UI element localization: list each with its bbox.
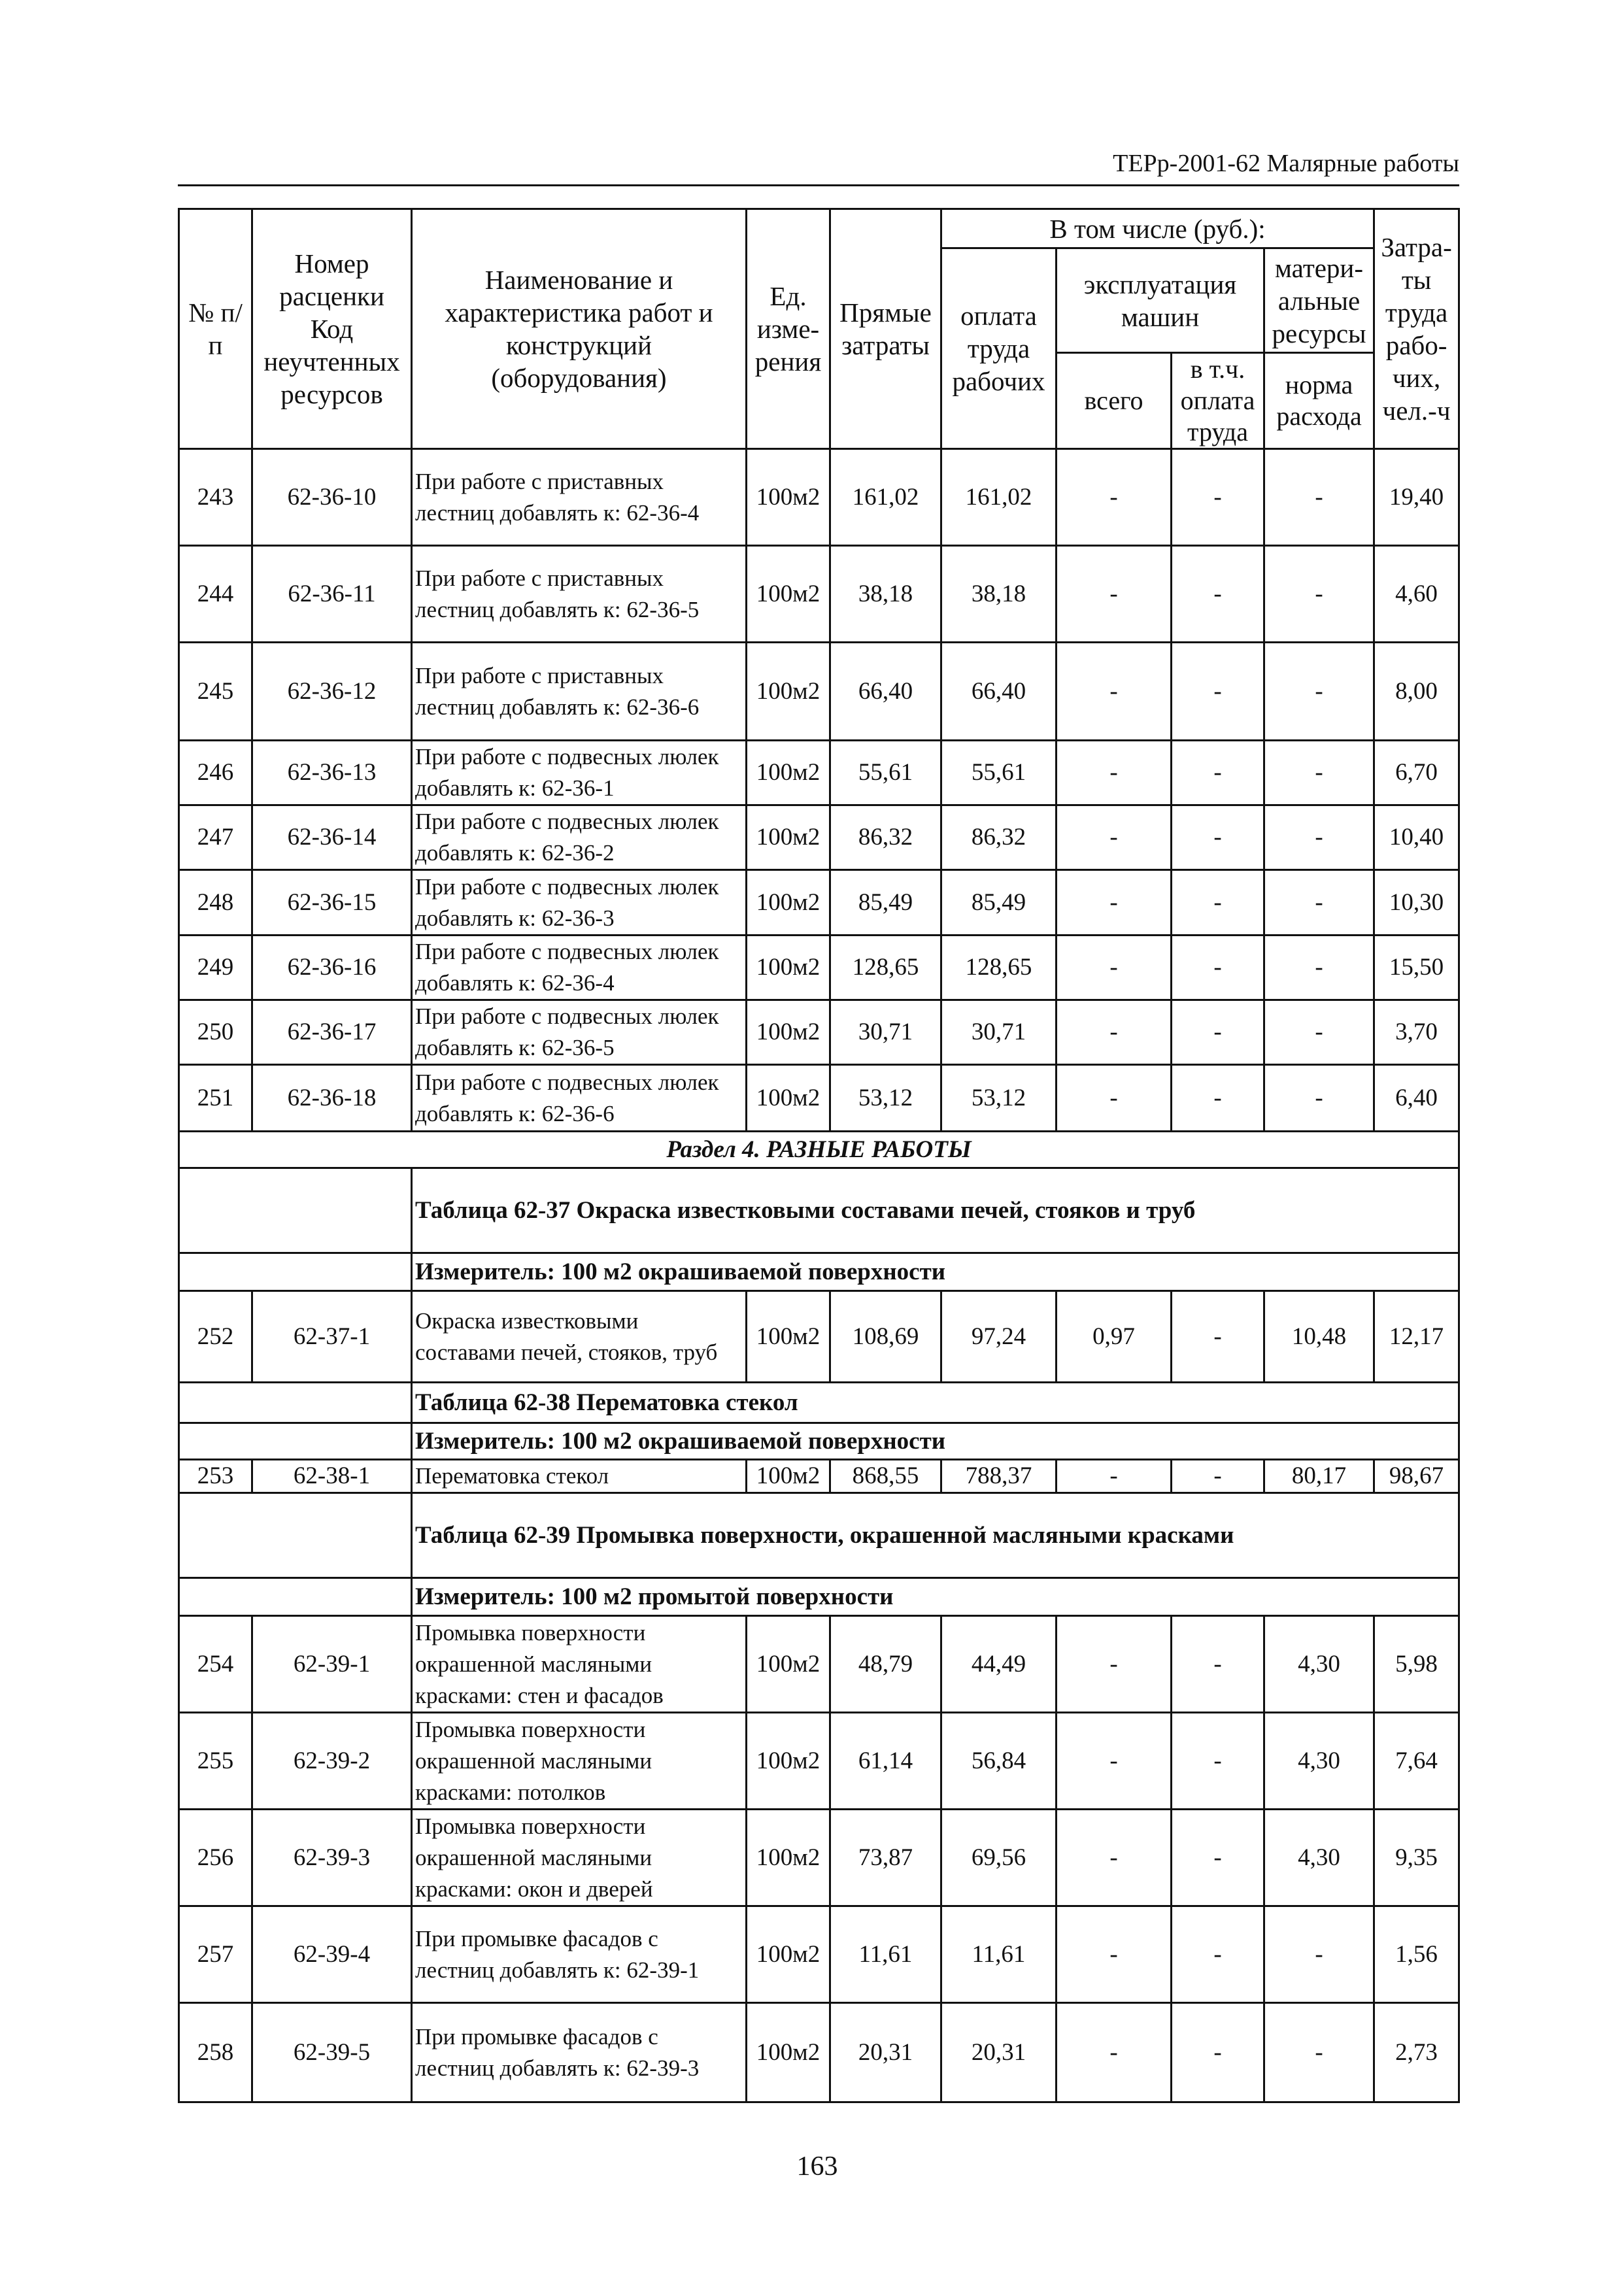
section-title: Раздел 4. РАЗНЫЕ РАБОТЫ [179, 1132, 1459, 1168]
direct-costs: 66,40 [830, 643, 941, 741]
machines-total: - [1057, 1906, 1172, 2003]
rate-code: 62-39-3 [252, 1810, 412, 1906]
labor-pay: 85,49 [941, 870, 1057, 936]
table-62-37-title-row [179, 1168, 1459, 1253]
labor-pay: 11,61 [941, 1906, 1057, 2003]
direct-costs: 53,12 [830, 1065, 941, 1132]
labor-cost: 19,40 [1374, 449, 1459, 546]
table-row [179, 741, 1459, 805]
direct-costs: 30,71 [830, 1000, 941, 1065]
row-number: 257 [179, 1906, 252, 2003]
work-name: При работе с подвесных люлек добавлять к: 62-36-6 [412, 1065, 747, 1132]
materials-norm: - [1264, 643, 1374, 741]
work-name: При работе с подвесных люлек добавлять к: 62-36-4 [412, 936, 747, 1000]
table-62-37-measure: Измеритель: 100 м2 окрашиваемой поверхности [412, 1253, 1459, 1291]
machines-total: - [1057, 643, 1172, 741]
direct-costs: 85,49 [830, 870, 941, 936]
header-rule [178, 184, 1459, 186]
blank-cell [179, 1493, 412, 1578]
row-number: 254 [179, 1616, 252, 1713]
direct-costs: 38,18 [830, 546, 941, 643]
work-name: При работе с приставных лестниц добавлять к: 62-36-6 [412, 643, 747, 741]
machines-total: - [1057, 1000, 1172, 1065]
machines-labor-pay: - [1172, 449, 1264, 546]
materials-norm: - [1264, 1065, 1374, 1132]
machines-labor-pay: - [1172, 1000, 1264, 1065]
row-number: 255 [179, 1713, 252, 1810]
blank-cell [179, 1578, 412, 1616]
machines-total: - [1057, 546, 1172, 643]
col-header-labor-cost: Затра-ты труда рабо-чих, чел.-ч [1374, 209, 1459, 449]
col-header-code: Номер расценки Код неучтенных ресурсов [252, 209, 412, 449]
row-number: 253 [179, 1460, 252, 1493]
unit: 100м2 [747, 870, 830, 936]
col-header-direct: Прямые затраты [830, 209, 941, 449]
table-62-39-measure-row [179, 1578, 1459, 1616]
rate-code: 62-36-14 [252, 805, 412, 870]
work-name: При промывке фасадов с лестниц добавлять к: 62-39-1 [412, 1906, 747, 2003]
table-62-37-measure-row [179, 1253, 1459, 1291]
col-header-incl: В том числе (руб.): [941, 209, 1374, 248]
labor-cost: 8,00 [1374, 643, 1459, 741]
labor-cost: 7,64 [1374, 1713, 1459, 1810]
machines-total: - [1057, 805, 1172, 870]
col-header-machines-total: всего [1057, 353, 1172, 449]
row-number: 252 [179, 1291, 252, 1383]
table-row [179, 805, 1459, 870]
unit: 100м2 [747, 449, 830, 546]
unit: 100м2 [747, 1616, 830, 1713]
row-number: 245 [179, 643, 252, 741]
machines-labor-pay: - [1172, 1810, 1264, 1906]
machines-labor-pay: - [1172, 1616, 1264, 1713]
unit: 100м2 [747, 1291, 830, 1383]
work-name: Промывка поверхности окрашенной масляными красками: окон и дверей [412, 1810, 747, 1906]
direct-costs: 161,02 [830, 449, 941, 546]
table-62-38-title-row [179, 1383, 1459, 1423]
direct-costs: 55,61 [830, 741, 941, 805]
machines-total: - [1057, 1460, 1172, 1493]
labor-cost: 9,35 [1374, 1810, 1459, 1906]
materials-norm: - [1264, 805, 1374, 870]
direct-costs: 61,14 [830, 1713, 941, 1810]
labor-cost: 10,40 [1374, 805, 1459, 870]
work-name: При работе с подвесных люлек добавлять к: 62-36-5 [412, 1000, 747, 1065]
work-name: При промывке фасадов с лестниц добавлять к: 62-39-3 [412, 2003, 747, 2102]
col-header-materials: матери-альные ресурсы [1264, 248, 1374, 353]
labor-pay: 56,84 [941, 1713, 1057, 1810]
machines-total: - [1057, 936, 1172, 1000]
col-header-num: № п/п [179, 209, 252, 449]
col-header-labor-pay: оплата труда рабочих [941, 248, 1057, 449]
row-number: 256 [179, 1810, 252, 1906]
rate-code: 62-36-16 [252, 936, 412, 1000]
materials-norm: 10,48 [1264, 1291, 1374, 1383]
unit: 100м2 [747, 546, 830, 643]
machines-total: - [1057, 1810, 1172, 1906]
table-row [179, 449, 1459, 546]
unit: 100м2 [747, 741, 830, 805]
col-header-materials-norm: норма расхода [1264, 353, 1374, 449]
direct-costs: 20,31 [830, 2003, 941, 2102]
unit: 100м2 [747, 2003, 830, 2102]
table-row [179, 1065, 1459, 1132]
machines-labor-pay: - [1172, 546, 1264, 643]
rate-code: 62-39-2 [252, 1713, 412, 1810]
row-number: 251 [179, 1065, 252, 1132]
page-number: 163 [796, 2151, 838, 2182]
table-62-39-title-row [179, 1493, 1459, 1578]
machines-labor-pay: - [1172, 805, 1264, 870]
labor-pay: 55,61 [941, 741, 1057, 805]
labor-cost: 3,70 [1374, 1000, 1459, 1065]
unit: 100м2 [747, 643, 830, 741]
direct-costs: 86,32 [830, 805, 941, 870]
labor-pay: 69,56 [941, 1810, 1057, 1906]
row-number: 248 [179, 870, 252, 936]
table-row [179, 1291, 1459, 1383]
labor-pay: 97,24 [941, 1291, 1057, 1383]
rate-code: 62-36-12 [252, 643, 412, 741]
unit: 100м2 [747, 936, 830, 1000]
row-number: 244 [179, 546, 252, 643]
table-62-37-title: Таблица 62-37 Окраска известковыми составами печей, стояков и труб [412, 1168, 1459, 1253]
materials-norm: - [1264, 449, 1374, 546]
table-row [179, 1000, 1459, 1065]
materials-norm: - [1264, 1000, 1374, 1065]
work-name: При работе с приставных лестниц добавлять к: 62-36-5 [412, 546, 747, 643]
unit: 100м2 [747, 1810, 830, 1906]
machines-labor-pay: - [1172, 643, 1264, 741]
machines-total: - [1057, 449, 1172, 546]
materials-norm: - [1264, 1906, 1374, 2003]
machines-labor-pay: - [1172, 936, 1264, 1000]
labor-pay: 788,37 [941, 1460, 1057, 1493]
row-number: 247 [179, 805, 252, 870]
machines-total: - [1057, 1616, 1172, 1713]
machines-total: - [1057, 2003, 1172, 2102]
table-row [179, 1906, 1459, 2003]
machines-labor-pay: - [1172, 2003, 1264, 2102]
table-row [179, 936, 1459, 1000]
labor-pay: 161,02 [941, 449, 1057, 546]
materials-norm: - [1264, 2003, 1374, 2102]
table-row [179, 870, 1459, 936]
labor-cost: 2,73 [1374, 2003, 1459, 2102]
table-row [179, 643, 1459, 741]
machines-labor-pay: - [1172, 1713, 1264, 1810]
labor-pay: 38,18 [941, 546, 1057, 643]
labor-cost: 6,40 [1374, 1065, 1459, 1132]
unit: 100м2 [747, 1906, 830, 2003]
rate-code: 62-36-11 [252, 546, 412, 643]
materials-norm: 4,30 [1264, 1713, 1374, 1810]
machines-labor-pay: - [1172, 1460, 1264, 1493]
row-number: 249 [179, 936, 252, 1000]
materials-norm: 80,17 [1264, 1460, 1374, 1493]
row-number: 243 [179, 449, 252, 546]
machines-labor-pay: - [1172, 1065, 1264, 1132]
col-header-machines-labor: в т.ч. оплата труда [1172, 353, 1264, 449]
machines-total: 0,97 [1057, 1291, 1172, 1383]
work-name: Промывка поверхности окрашенной масляными красками: стен и фасадов [412, 1616, 747, 1713]
machines-total: - [1057, 1713, 1172, 1810]
unit: 100м2 [747, 805, 830, 870]
page-header-title: ТЕРр-2001-62 Малярные работы [1113, 150, 1459, 177]
unit: 100м2 [747, 1460, 830, 1493]
work-name: Перематовка стекол [412, 1460, 747, 1493]
rate-code: 62-36-15 [252, 870, 412, 936]
col-header-unit: Ед. изме-рения [747, 209, 830, 449]
labor-cost: 15,50 [1374, 936, 1459, 1000]
table-62-39-title: Таблица 62-39 Промывка поверхности, окрашенной масляными красками [412, 1493, 1459, 1578]
labor-cost: 10,30 [1374, 870, 1459, 936]
materials-norm: - [1264, 546, 1374, 643]
direct-costs: 868,55 [830, 1460, 941, 1493]
work-name: При работе с подвесных люлек добавлять к: 62-36-1 [412, 741, 747, 805]
direct-costs: 73,87 [830, 1810, 941, 1906]
rate-code: 62-36-13 [252, 741, 412, 805]
rates-table [178, 208, 1460, 2103]
labor-cost: 12,17 [1374, 1291, 1459, 1383]
table-row [179, 2003, 1459, 2102]
work-name: При работе с приставных лестниц добавлять к: 62-36-4 [412, 449, 747, 546]
table-row [179, 1616, 1459, 1713]
direct-costs: 128,65 [830, 936, 941, 1000]
machines-total: - [1057, 741, 1172, 805]
unit: 100м2 [747, 1065, 830, 1132]
labor-cost: 1,56 [1374, 1906, 1459, 2003]
table-62-38-measure-row [179, 1423, 1459, 1460]
rate-code: 62-37-1 [252, 1291, 412, 1383]
table-row [179, 1810, 1459, 1906]
materials-norm: 4,30 [1264, 1616, 1374, 1713]
work-name: Промывка поверхности окрашенной масляными красками: потолков [412, 1713, 747, 1810]
labor-cost: 4,60 [1374, 546, 1459, 643]
table-row [179, 1460, 1459, 1493]
work-name: Окраска известковыми составами печей, стояков, труб [412, 1291, 747, 1383]
direct-costs: 11,61 [830, 1906, 941, 2003]
machines-labor-pay: - [1172, 1291, 1264, 1383]
rate-code: 62-39-5 [252, 2003, 412, 2102]
labor-pay: 20,31 [941, 2003, 1057, 2102]
blank-cell [179, 1423, 412, 1460]
rate-code: 62-36-18 [252, 1065, 412, 1132]
labor-pay: 86,32 [941, 805, 1057, 870]
direct-costs: 48,79 [830, 1616, 941, 1713]
labor-pay: 44,49 [941, 1616, 1057, 1713]
blank-cell [179, 1253, 412, 1291]
row-number: 246 [179, 741, 252, 805]
labor-pay: 30,71 [941, 1000, 1057, 1065]
rate-code: 62-38-1 [252, 1460, 412, 1493]
col-header-name: Наименование и характеристика работ и конструкций (оборудования) [412, 209, 747, 449]
table-62-38-title: Таблица 62-38 Перематовка стекол [412, 1383, 1459, 1423]
materials-norm: 4,30 [1264, 1810, 1374, 1906]
labor-cost: 98,67 [1374, 1460, 1459, 1493]
direct-costs: 108,69 [830, 1291, 941, 1383]
labor-cost: 5,98 [1374, 1616, 1459, 1713]
rate-code: 62-36-17 [252, 1000, 412, 1065]
rate-code: 62-36-10 [252, 449, 412, 546]
materials-norm: - [1264, 741, 1374, 805]
rate-code: 62-39-1 [252, 1616, 412, 1713]
machines-labor-pay: - [1172, 870, 1264, 936]
blank-cell [179, 1383, 412, 1423]
machines-labor-pay: - [1172, 1906, 1264, 2003]
section-title-row [179, 1132, 1459, 1168]
labor-pay: 66,40 [941, 643, 1057, 741]
labor-pay: 128,65 [941, 936, 1057, 1000]
rate-code: 62-39-4 [252, 1906, 412, 2003]
materials-norm: - [1264, 870, 1374, 936]
machines-total: - [1057, 1065, 1172, 1132]
machines-total: - [1057, 870, 1172, 936]
table-row [179, 546, 1459, 643]
row-number: 250 [179, 1000, 252, 1065]
unit: 100м2 [747, 1000, 830, 1065]
table-row [179, 1713, 1459, 1810]
machines-labor-pay: - [1172, 741, 1264, 805]
row-number: 258 [179, 2003, 252, 2102]
table-62-39-measure: Измеритель: 100 м2 промытой поверхности [412, 1578, 1459, 1616]
unit: 100м2 [747, 1713, 830, 1810]
table-62-38-measure: Измеритель: 100 м2 окрашиваемой поверхности [412, 1423, 1459, 1460]
col-header-machines: эксплуатация машин [1057, 248, 1264, 353]
blank-cell [179, 1168, 412, 1253]
labor-pay: 53,12 [941, 1065, 1057, 1132]
work-name: При работе с подвесных люлек добавлять к: 62-36-2 [412, 805, 747, 870]
materials-norm: - [1264, 936, 1374, 1000]
labor-cost: 6,70 [1374, 741, 1459, 805]
work-name: При работе с подвесных люлек добавлять к: 62-36-3 [412, 870, 747, 936]
